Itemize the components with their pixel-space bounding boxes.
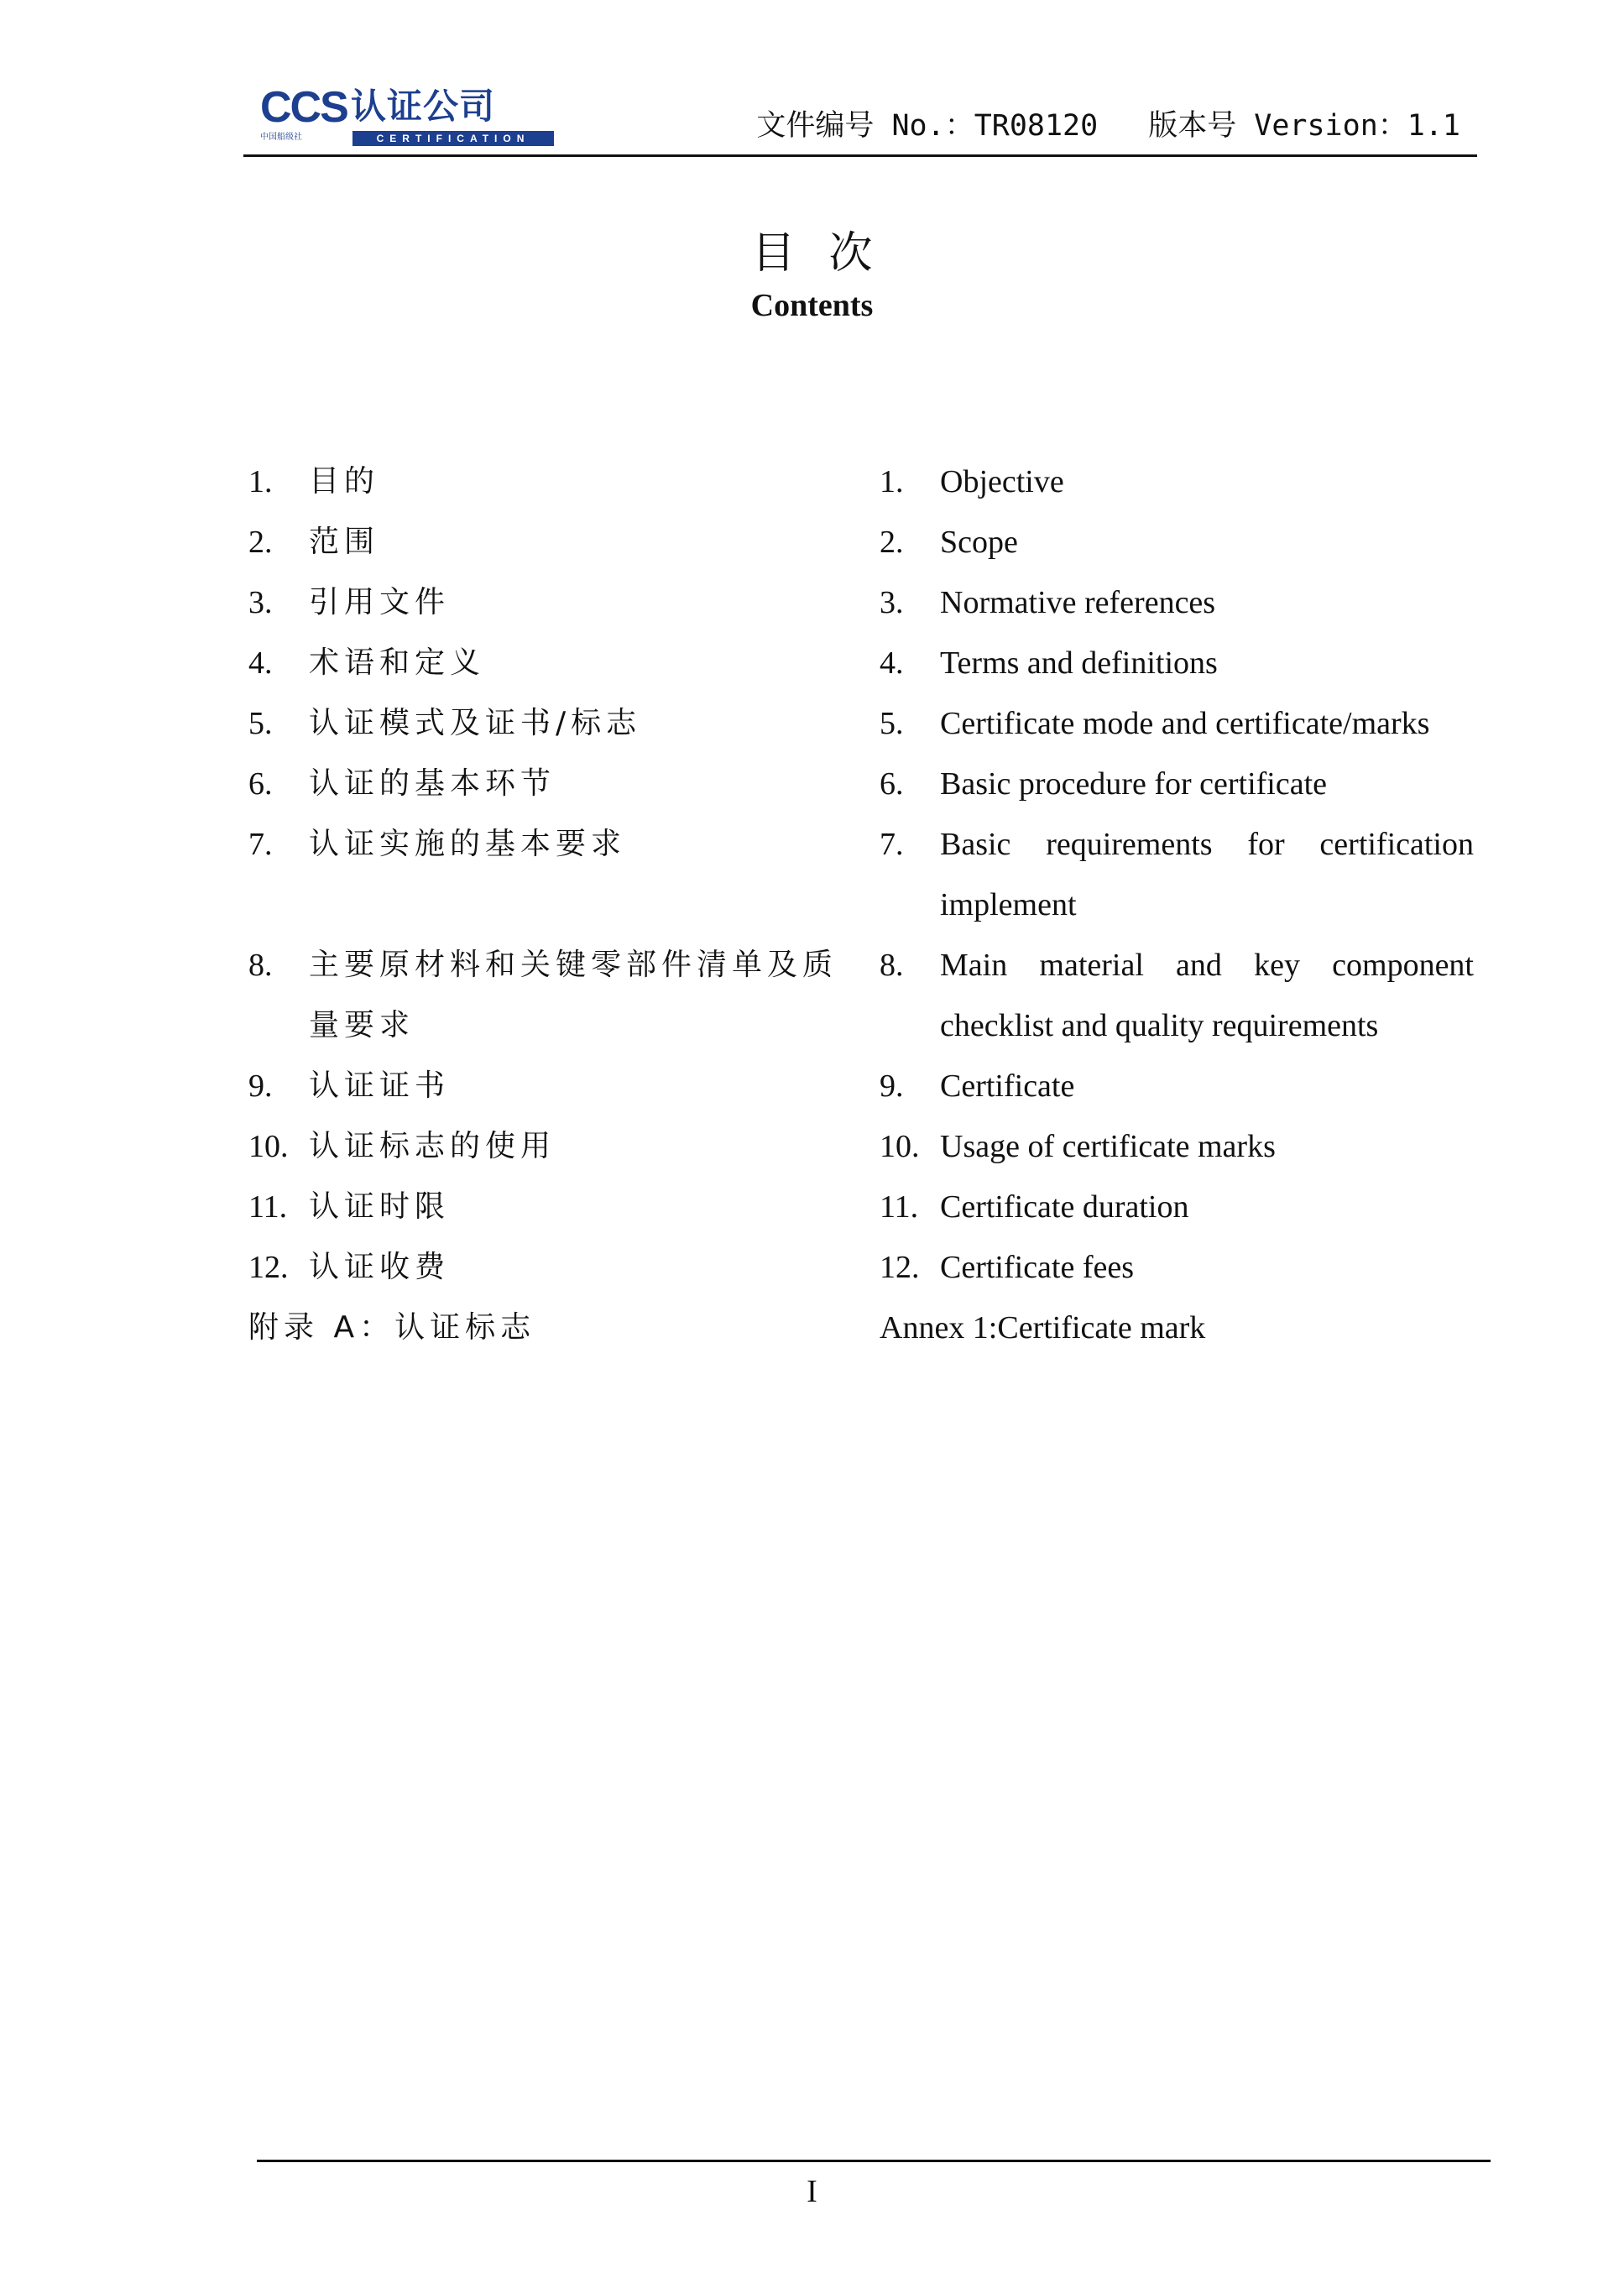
toc-item-cn[interactable] [248,452,861,512]
toc-item-en[interactable] [880,1116,1474,1177]
toc-item-number: 4. [248,645,273,681]
toc-item-number: 6. [248,766,273,802]
page-title-en: Contents [750,288,874,323]
toc-item-label: Certificate mode and certificate/marks [940,706,1430,741]
page-number: I [807,2174,817,2209]
toc-item-label: Objective [940,464,1064,499]
toc-item-number: 11. [880,1189,919,1225]
toc-annex-en[interactable] [880,1298,1474,1358]
toc-item-number: 2. [248,525,273,560]
toc-item-label: 认证收费 [309,1250,451,1284]
toc-item-label: Basic procedure for certificate [940,766,1328,802]
document-meta [756,107,1460,144]
toc-item-number: 7. [248,827,273,862]
toc-item-label: Normative references [940,585,1216,620]
toc-item-en[interactable] [880,754,1474,814]
toc-annex-label: Annex 1:Certificate mark [880,1310,1206,1345]
toc-item-label: 引用文件 [309,585,451,619]
toc-item-cn[interactable] [248,572,861,633]
toc-item-en[interactable] [880,1056,1474,1116]
document-number: 文件编号 No.：TR08120 [756,109,1099,143]
toc-item-number: 9. [248,1068,273,1104]
toc-item-en[interactable] [880,452,1474,512]
toc-item-label: 认证实施的基本要求 [309,827,627,861]
toc-item-label: 认证标志的使用 [309,1129,556,1163]
toc-item-number: 5. [880,706,904,741]
toc-item-cn[interactable] [248,754,861,814]
toc-item-number: 10. [880,1129,920,1164]
toc-item-number: 8. [248,948,273,983]
toc-item-label: Terms and definitions [940,645,1218,681]
toc-item-label: Basic requirements for certification implement [940,827,1474,922]
logo-ccs-text: CCS [260,83,347,132]
toc-item-label: 范围 [309,525,380,559]
toc-item-label: Certificate [940,1068,1075,1104]
toc-item-cn[interactable] [248,1056,861,1116]
toc-annex-label: 附录 A：认证标志 [248,1310,536,1345]
toc-item-number: 2. [880,525,904,560]
toc-item-number: 10. [248,1129,289,1164]
toc-item-cn[interactable] [248,1116,861,1177]
toc-item-en[interactable] [880,633,1474,693]
ccs-certification-logo [260,83,562,144]
toc-item-label: Certificate duration [940,1189,1189,1225]
toc-column-en [880,452,1474,1358]
toc-item-cn[interactable] [248,814,861,935]
toc-item-number: 1. [248,464,273,499]
header-divider [243,154,1477,157]
logo-subtitle: 中国船级社 [260,133,302,142]
logo-company-name: 认证公司 [351,86,496,127]
toc-item-label: Scope [940,525,1018,560]
toc-item-cn[interactable] [248,935,861,1056]
toc-item-en[interactable] [880,693,1474,754]
toc-item-number: 3. [880,585,904,620]
toc-item-en[interactable] [880,1177,1474,1237]
toc-item-cn[interactable] [248,1177,861,1237]
toc-item-number: 8. [880,948,904,983]
toc-item-en[interactable] [880,572,1474,633]
toc-item-number: 12. [880,1250,920,1285]
toc-item-number: 4. [880,645,904,681]
page-header [243,77,1477,158]
toc-item-label: Main material and key component checklist and quality requirements [940,948,1474,1043]
toc-item-label: 认证证书 [309,1068,451,1103]
toc-item-label: 主要原材料和关键零部件清单及质量要求 [309,948,838,1042]
toc-item-number: 6. [880,766,904,802]
footer-divider [257,2160,1491,2162]
toc-column-cn [248,452,861,1358]
toc-item-label: 认证时限 [309,1189,451,1224]
toc-item-en[interactable] [880,935,1474,1056]
toc-item-number: 3. [248,585,273,620]
toc-item-number: 1. [880,464,904,499]
toc-item-number: 5. [248,706,273,741]
toc-item-cn[interactable] [248,633,861,693]
toc-item-cn[interactable] [248,1237,861,1298]
logo-certification-bar: CERTIFICATION [352,131,554,146]
page-title-cn: 目次 [751,228,906,279]
toc-item-en[interactable] [880,814,1474,935]
toc-item-label: 认证的基本环节 [309,766,556,801]
toc-item-label: 术语和定义 [309,645,486,680]
toc-item-en[interactable] [880,512,1474,572]
toc-item-cn[interactable] [248,512,861,572]
toc-item-label: Usage of certificate marks [940,1129,1276,1164]
toc-item-label: 认证模式及证书/标志 [309,706,642,740]
toc-item-en[interactable] [880,1237,1474,1298]
toc-item-label: 目的 [309,464,380,499]
toc-item-cn[interactable] [248,693,861,754]
toc-item-number: 9. [880,1068,904,1104]
toc-item-number: 7. [880,827,904,862]
toc-annex-cn[interactable] [248,1298,861,1358]
toc-item-number: 11. [248,1189,288,1225]
toc-item-label: Certificate fees [940,1250,1135,1285]
document-version: 版本号 Version：1.1 [1148,109,1460,143]
toc-item-number: 12. [248,1250,289,1285]
